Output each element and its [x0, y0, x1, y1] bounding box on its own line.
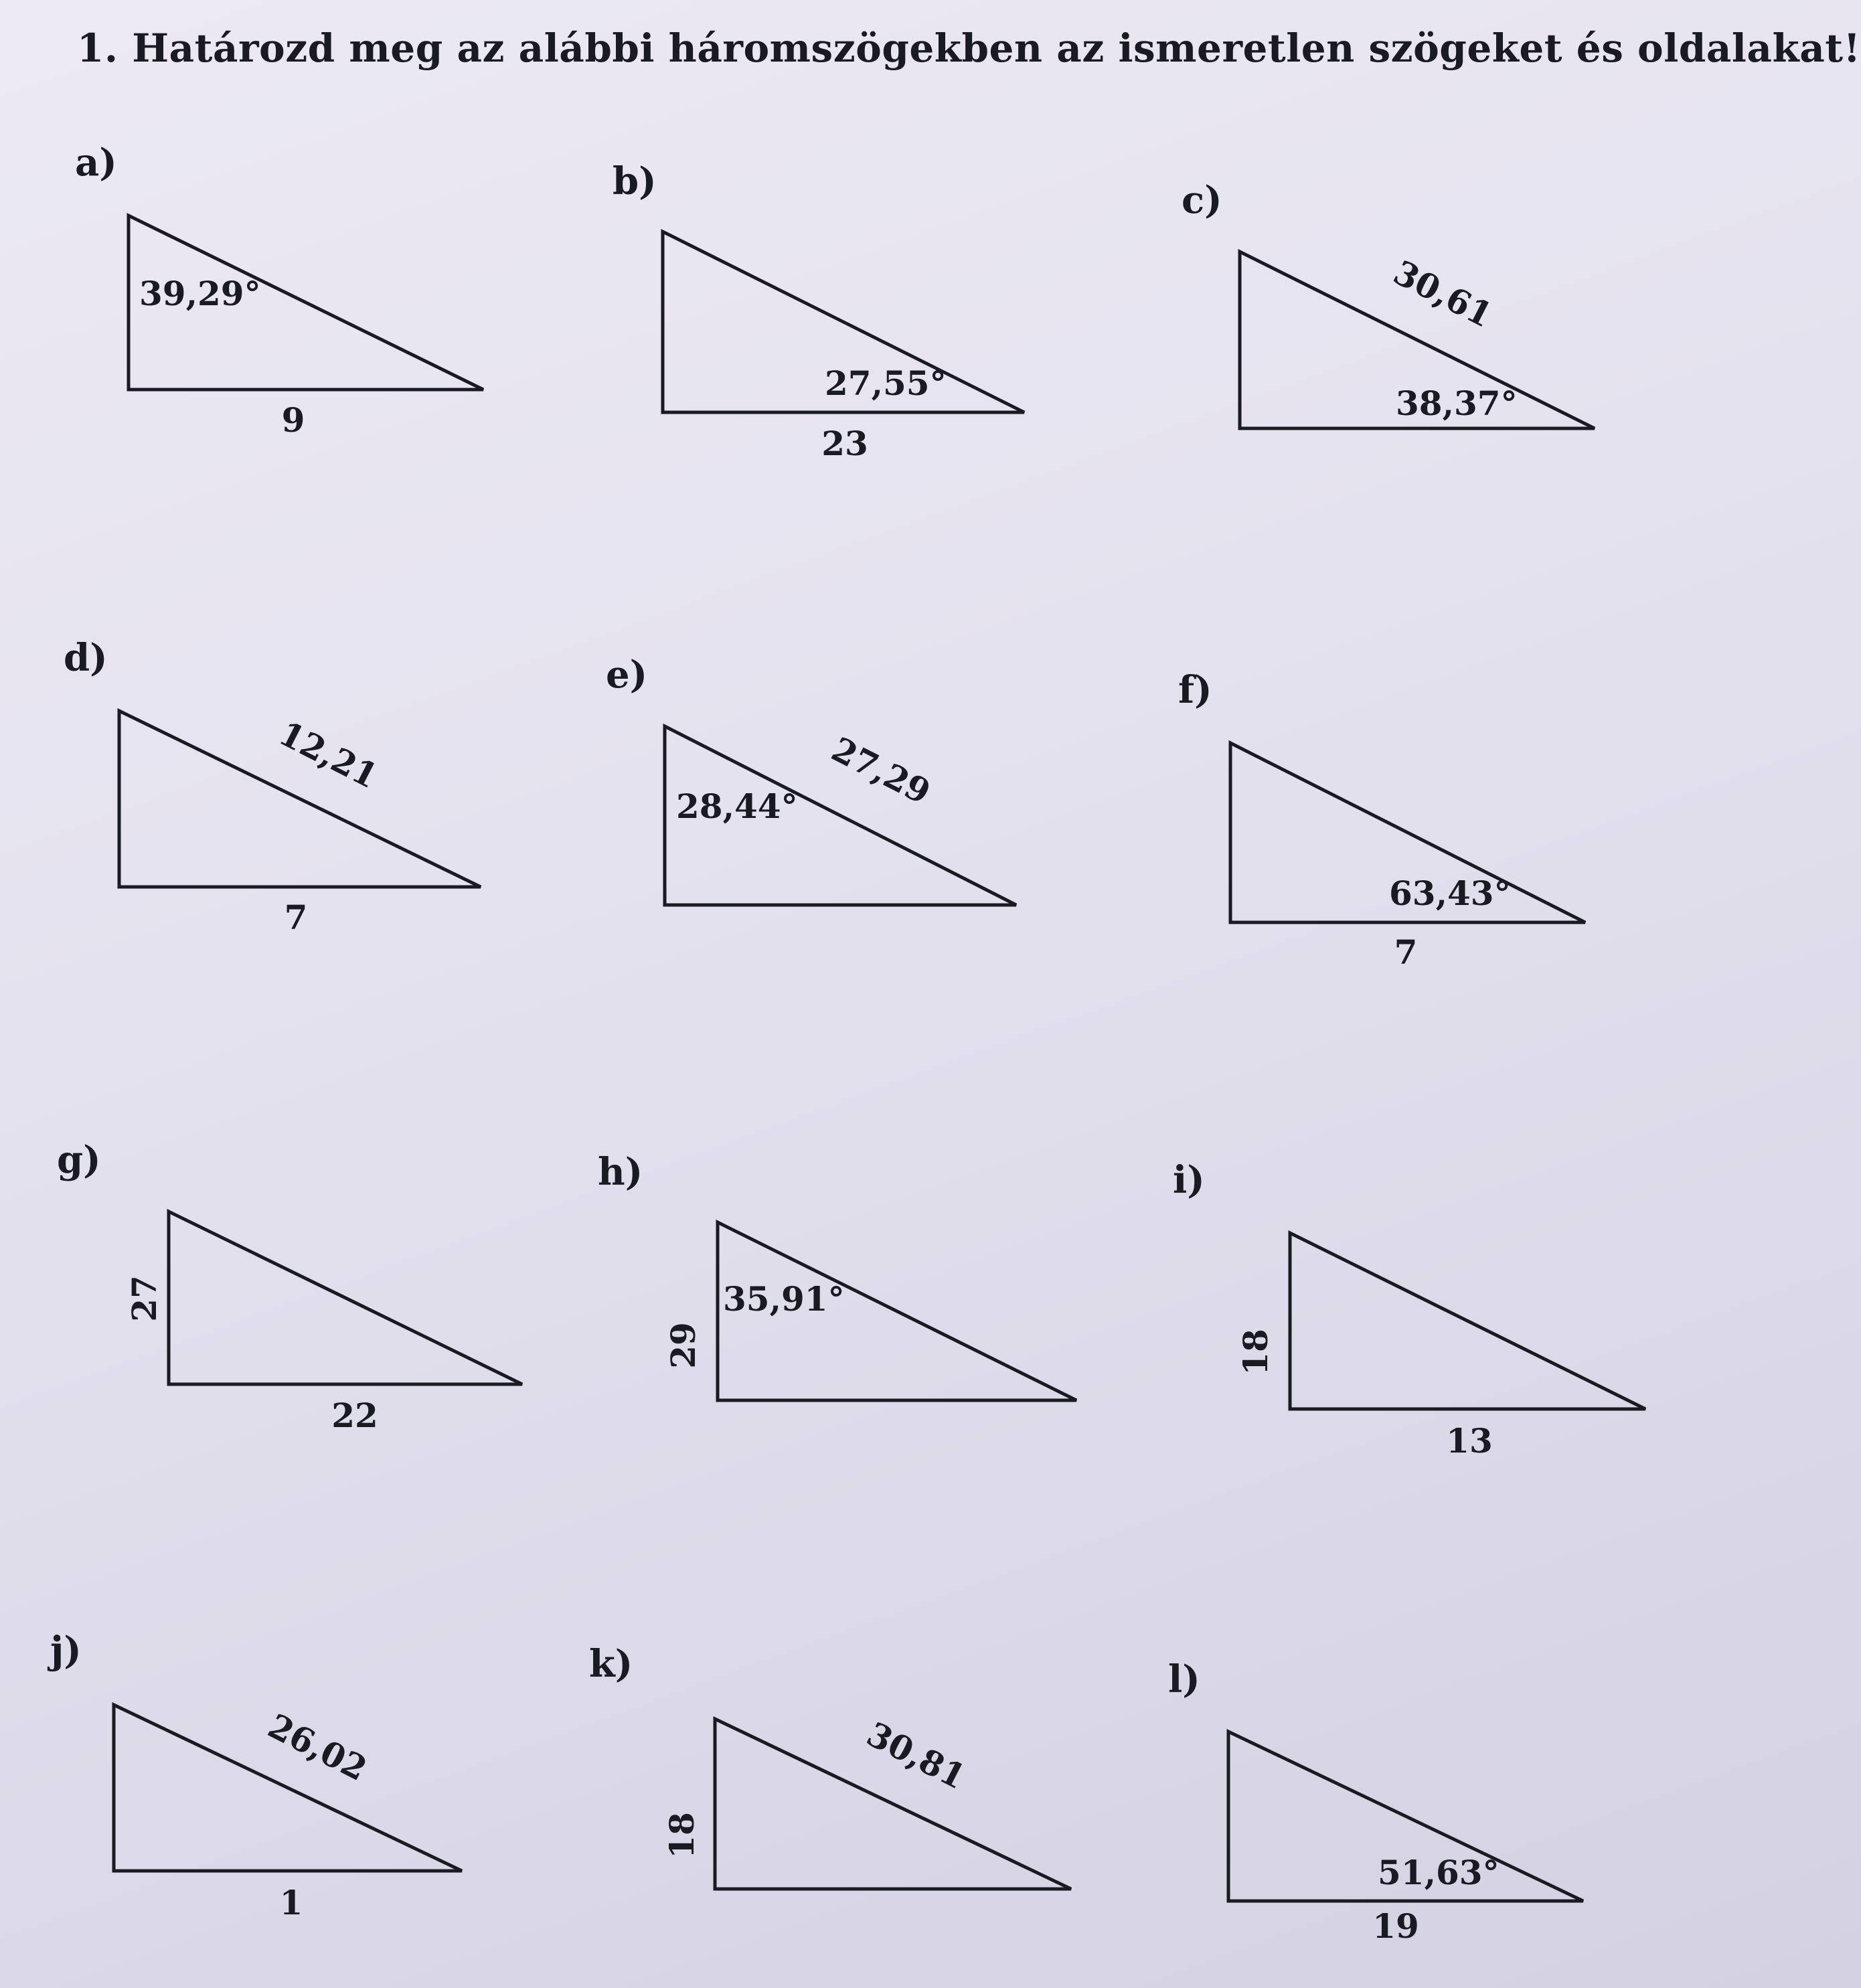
problem-f-label: f): [1178, 668, 1212, 712]
problem-c: [1182, 178, 1595, 428]
problem-e-label: e): [606, 653, 648, 697]
problem-a-label: a): [75, 141, 117, 185]
problem-j-hyp: 26,02: [262, 1706, 374, 1789]
problem-h: [598, 1150, 1076, 1400]
problem-d-hyp: 12,21: [272, 713, 384, 797]
problem-b-label: b): [613, 159, 657, 203]
problem-f-base: 7: [1394, 932, 1418, 972]
problem-c-angle: 38,37°: [1396, 384, 1518, 423]
problem-k-leg: 18: [662, 1812, 702, 1859]
problem-a-base: 9: [281, 400, 305, 440]
problem-k-label: k): [589, 1642, 633, 1686]
problem-g-label: g): [57, 1138, 101, 1182]
problem-f-angle: 63,43°: [1389, 874, 1511, 913]
problem-l-label: l): [1168, 1657, 1200, 1702]
triangle-g: [169, 1212, 522, 1384]
problem-e-angle: 28,44°: [676, 786, 798, 826]
problem-l: [1168, 1657, 1583, 1946]
problem-c-label: c): [1182, 178, 1222, 222]
problem-c-hyp: 30,61: [1387, 252, 1499, 335]
problem-h-leg: 29: [663, 1322, 703, 1369]
problem-i-label: i): [1173, 1158, 1205, 1202]
problem-k: [589, 1642, 1071, 1889]
problem-a: [75, 141, 483, 440]
problem-j-label: j): [50, 1629, 82, 1673]
problem-i-base: 13: [1446, 1421, 1493, 1461]
problem-e: [606, 653, 1016, 905]
problem-l-base: 19: [1372, 1906, 1419, 1946]
exercise-title: 1. Határozd meg az alábbi háromszögekben az ismeretlen szögeket és oldalakat!: [77, 25, 1861, 71]
problem-b-base: 23: [821, 424, 868, 463]
problem-h-label: h): [598, 1150, 643, 1194]
problem-b-angle: 27,55°: [825, 363, 947, 403]
problem-d-base: 7: [284, 898, 308, 937]
problem-d-label: d): [64, 636, 108, 680]
problem-g: [57, 1138, 522, 1435]
problem-k-hyp: 30,81: [860, 1714, 973, 1797]
problem-f: [1178, 668, 1585, 972]
problem-e-hyp: 27,29: [825, 729, 937, 813]
problem-j: [47, 1629, 462, 1922]
problem-i: [1173, 1158, 1645, 1461]
problem-g-base: 22: [331, 1396, 378, 1435]
triangle-i: [1290, 1233, 1645, 1409]
problem-g-leg: 27: [125, 1275, 164, 1322]
problem-i-leg: 18: [1236, 1329, 1275, 1376]
problem-a-angle: 39,29°: [139, 274, 261, 313]
problem-h-angle: 35,91°: [723, 1279, 845, 1319]
problem-l-angle: 51,63°: [1378, 1853, 1500, 1892]
problem-j-base: 1: [279, 1883, 303, 1922]
problem-b: [613, 159, 1024, 463]
problem-d: [64, 636, 481, 937]
